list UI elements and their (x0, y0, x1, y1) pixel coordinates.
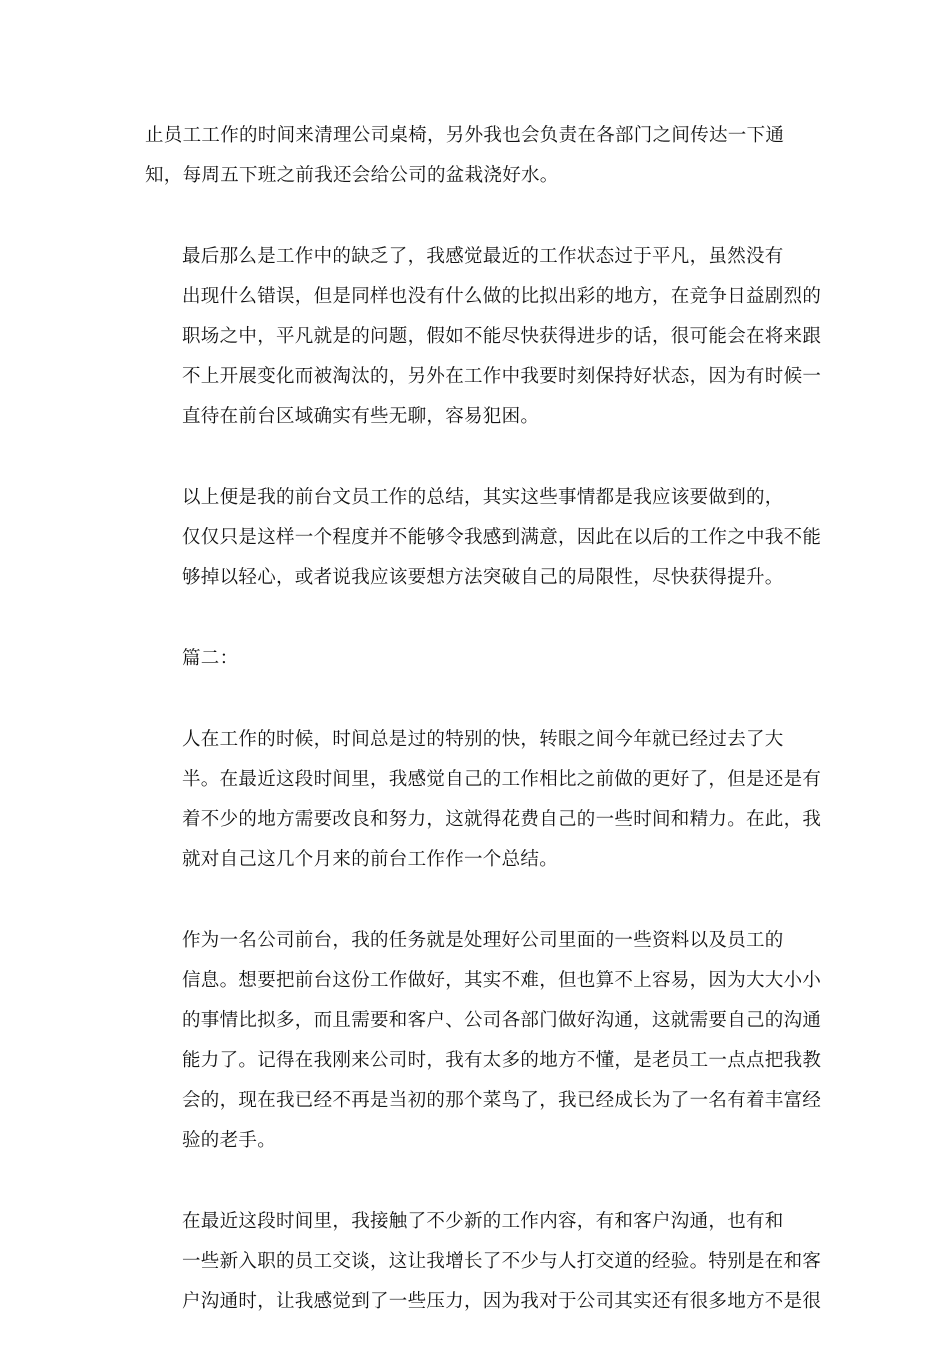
text-line: 以上便是我的前台文员工作的总结，其实这些事情都是我应该要做到的， (182, 487, 784, 508)
text-line: 止员工工作的时间来清理公司桌椅，另外我也会负责在各部门之间传达一下通 (145, 125, 785, 146)
text-line: 着不少的地方需要改良和努力，这就得花费自己的一些时间和精力。在此，我 (182, 809, 822, 830)
paragraph-continuation (145, 116, 805, 196)
paragraph-intro (145, 720, 822, 880)
text-line: 人在工作的时候，时间总是过的特别的快，转眼之间今年就已经过去了大 (182, 729, 784, 750)
text-line: 能力了。记得在我刚来公司时，我有太多的地方不懂，是老员工一点点把我教 (182, 1050, 822, 1071)
text-line: 一些新入职的员工交谈，这让我增长了不少与人打交道的经验。特别是在和客 (182, 1251, 822, 1272)
text-line: 不上开展变化而被淘汰的，另外在工作中我要时刻保持好状态，因为有时候一 (182, 366, 822, 387)
text-line: 直待在前台区域确实有些无聊，容易犯困。 (182, 406, 540, 427)
paragraph-role (145, 921, 822, 1161)
heading-text: 篇二： (182, 648, 239, 669)
text-line: 的事情比拟多，而且需要和客户、公司各部门做好沟通，这就需要自己的沟通 (182, 1010, 822, 1031)
text-line: 在最近这段时间里，我接触了不少新的工作内容，有和客户沟通，也有和 (182, 1211, 784, 1232)
text-line: 作为一名公司前台，我的任务就是处理好公司里面的一些资料以及员工的 (182, 930, 784, 951)
text-line: 仅仅只是这样一个程度并不能够令我感到满意，因此在以后的工作之中我不能 (182, 527, 822, 548)
document-body (145, 116, 822, 1363)
text-line: 会的，现在我已经不再是当初的那个菜鸟了，我已经成长为了一名有着丰富经 (182, 1090, 822, 1111)
paragraph-shortcomings (145, 237, 822, 437)
text-line: 出现什么错误，但是同样也没有什么做的比拟出彩的地方，在竞争日益剧烈的 (182, 286, 822, 307)
text-line: 够掉以轻心，或者说我应该要想方法突破自己的局限性，尽快获得提升。 (182, 567, 784, 588)
text-line: 半。在最近这段时间里，我感觉自己的工作相比之前做的更好了，但是还是有 (182, 769, 822, 790)
paragraph-recent-work (145, 1202, 822, 1322)
text-line: 最后那么是工作中的缺乏了，我感觉最近的工作状态过于平凡，虽然没有 (182, 246, 784, 267)
paragraph-summary (145, 478, 822, 598)
text-line: 就对自己这几个月来的前台工作作一个总结。 (182, 849, 559, 870)
text-line: 职场之中，平凡就是的问题，假如不能尽快获得进步的话，很可能会在将来跟 (182, 326, 822, 347)
text-line: 信息。想要把前台这份工作做好，其实不难，但也算不上容易，因为大大小小 (182, 970, 822, 991)
text-line: 验的老手。 (182, 1130, 277, 1151)
section-heading (145, 639, 805, 679)
text-line: 知，每周五下班之前我还会给公司的盆栽浇好水。 (145, 165, 559, 186)
text-line: 户沟通时，让我感觉到了一些压力，因为我对于公司其实还有很多地方不是很 (182, 1291, 822, 1312)
